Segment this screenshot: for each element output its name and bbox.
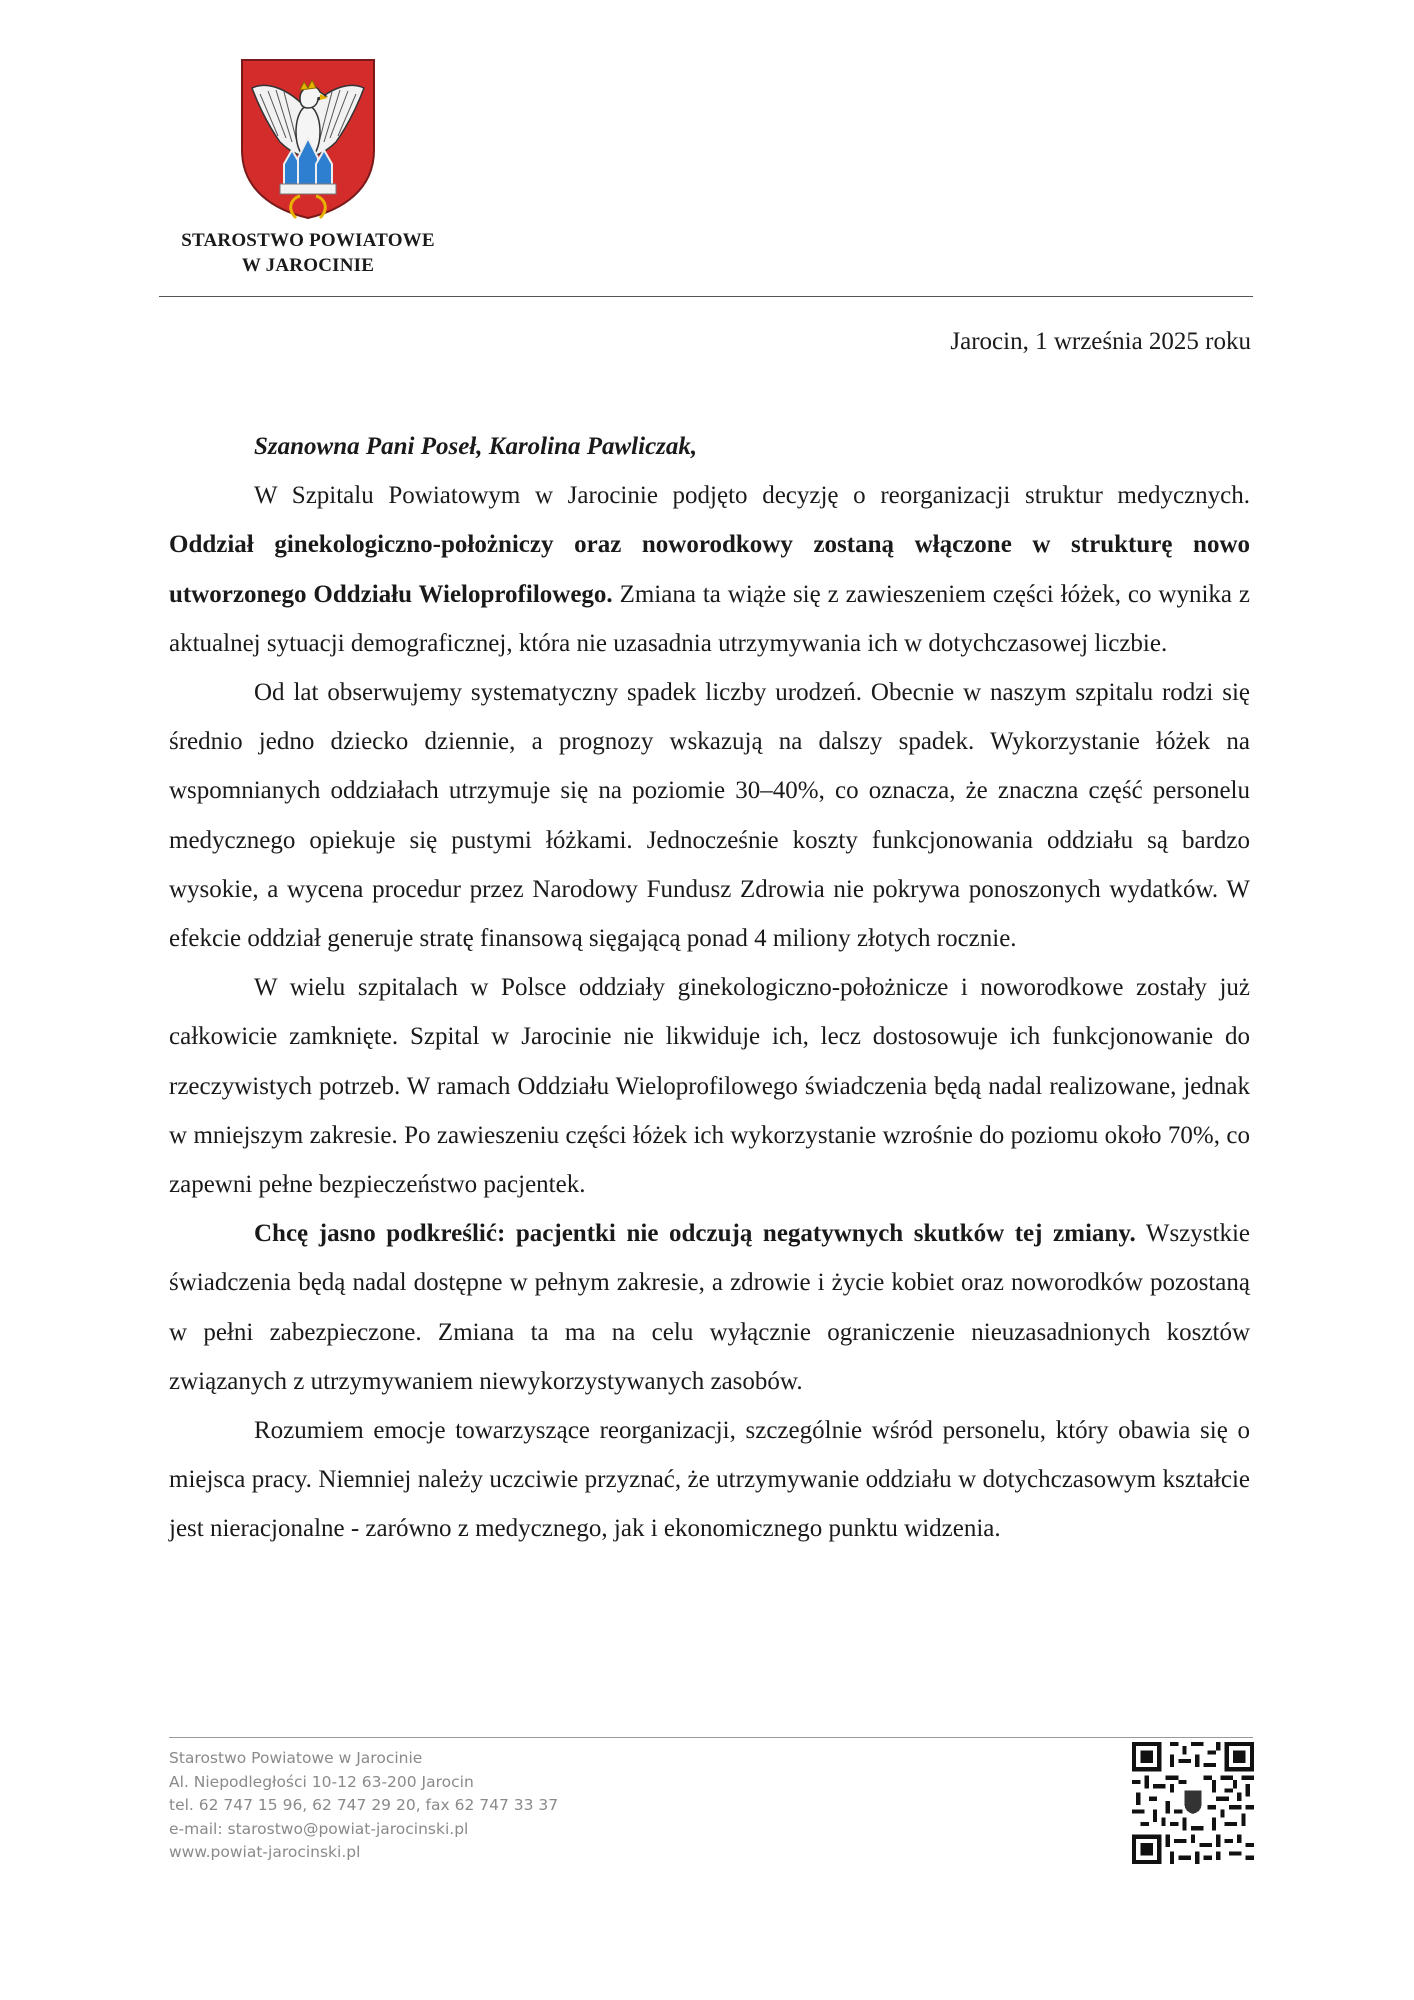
paragraph-1-rest: Zmiana ta wiąże się z zawieszeniem części łóżek, co wynika z aktualnej sytuacji demograficznej, która nie uzasadnia utrzymywania ich w dotychczasowej liczbie. — [169, 580, 1251, 657]
footer-website: www.powiat-jarocinski.pl — [169, 1843, 361, 1861]
coat-of-arms-icon — [240, 58, 376, 220]
footer-name: Starostwo Powiatowe w Jarocinie — [169, 1749, 423, 1767]
paragraph-3: W wielu szpitalach w Polsce oddziały ginekologiczno-położnicze i noworodkowe zostały już całkowicie zamknięte. Szpital w Jarocinie nie likwiduje ich, lecz dostosowuje ich funkcjonowanie do rzeczywistych potrzeb. W ramach Oddziału Wieloprofilowego świadczenia będą nadal realizowane, jednak w mniejszym zakresie. Po zawieszeniu części łóżek ich wykorzystanie wzrośnie do poziomu około 70%, co zapewni pełne bezpieczeństwo pacjentek. — [169, 974, 1250, 1199]
footer-divider — [169, 1737, 1253, 1738]
paragraph-4-bold: Chcę jasno podkreślić: pacjentki nie odczują negatywnych skutków tej zmiany. — [254, 1220, 1136, 1248]
letter-body — [169, 422, 1250, 1554]
paragraph-1-bold: Oddział ginekologiczno-położniczy oraz noworodkowy zostaną włączone w strukturę nowo utworzonego Oddziału Wieloprofilowego. — [169, 531, 1250, 608]
footer-contact — [169, 1747, 558, 1865]
paragraph-5: Rozumiem emocje towarzyszące reorganizacji, szczególnie wśród personelu, który obawia się o miejsca pracy. Niemniej należy uczciwie przyznać, że utrzymywanie oddziału w dotychczasowym kształcie jest nieracjonalne - zarówno z medycznego, jak i ekonomicznego punktu widzenia. — [169, 1417, 1250, 1543]
paragraph-2: Od lat obserwujemy systematyczny spadek liczby urodzeń. Obecnie w naszym szpitalu rodzi się średnio jedno dziecko dziennie, a prognozy wskazują na dalszy spadek. Wykorzystanie łóżek na wspomnianych oddziałach utrzymuje się na poziomie 30–40%, co oznacza, że znaczna część personelu medycznego opiekuje się pustymi łóżkami. Jednocześnie koszty funkcjonowania oddziału są bardzo wysokie, a wycena procedur przez Narodowy Fundusz Zdrowia nie pokrywa ponoszonych wydatków. W efekcie oddział generuje stratę finansową sięgającą ponad 4 miliony złotych rocznie. — [169, 679, 1250, 953]
letter-date: Jarocin, 1 września 2025 roku — [950, 328, 1251, 355]
footer-address: Al. Niepodległości 10-12 63-200 Jarocin — [169, 1772, 474, 1791]
organization-name — [158, 228, 458, 278]
paragraph-1-intro: W Szpitalu Powiatowym w Jarocinie podjęto decyzję o reorganizacji struktur medycznych. — [254, 482, 1250, 510]
paragraph-1 — [169, 471, 1250, 668]
organization-name-line1: STAROSTWO POWIATOWE — [181, 230, 435, 251]
qr-code-icon — [1132, 1742, 1254, 1864]
header-divider — [159, 296, 1253, 297]
footer-phone: tel. 62 747 15 96, 62 747 29 20, fax 62 747 33 37 — [169, 1796, 559, 1814]
footer-email: e-mail: starostwo@powiat-jarocinski.pl — [169, 1819, 469, 1838]
salutation: Szanowna Pani Poseł, Karolina Pawliczak, — [254, 433, 698, 460]
paragraph-4-rest: Wszystkie świadczenia będą nadal dostępne w pełnym zakresie, a zdrowie i życie kobiet oraz noworodków pozostaną w pełni zabezpieczone. Zmiana ta ma na celu wyłącznie ograniczenie nieuzasadnionych kosztów związanych z utrzymywaniem niewykorzystywanych zasobów. — [169, 1220, 1250, 1395]
organization-name-line2: W JAROCINIE — [241, 255, 375, 276]
paragraph-4 — [169, 1209, 1250, 1406]
